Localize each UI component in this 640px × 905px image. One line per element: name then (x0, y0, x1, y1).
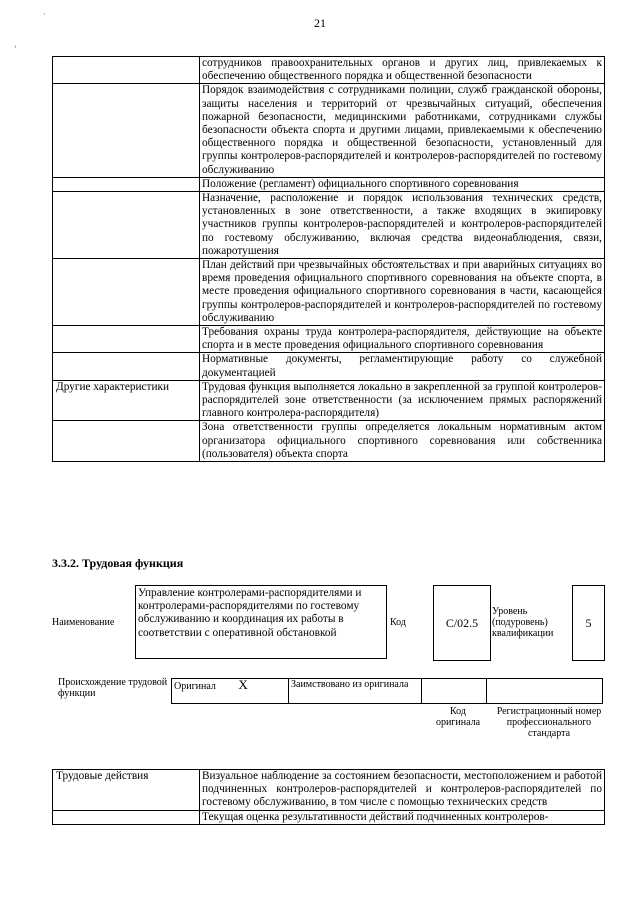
labor-actions-table-body (53, 770, 605, 825)
level-label: Уровень (подуровень) квалификации (492, 606, 554, 639)
origin-label: Происхождение трудовой функции (58, 677, 168, 699)
level-box (572, 585, 605, 661)
requirements-row-text: Назначение, расположение и порядок использования технических средств, установленных в зоне ответственности, а также входящих в экипировку участников группы контролеров-распорядителей и контролеров-распорядителей по гостевому обслуживанию, включая средства видеонаблюдения, связи, пожаротушения (200, 192, 605, 259)
requirements-row (53, 353, 605, 380)
origin-code-cell (422, 679, 487, 704)
requirements-row-label (53, 259, 200, 326)
labor-actions-row (53, 810, 605, 824)
labor-actions-label: Трудовые действия (53, 770, 200, 811)
labor-actions-label (53, 810, 200, 824)
requirements-row-label (53, 326, 200, 353)
requirements-row (53, 192, 605, 259)
origin-cell-original (172, 679, 289, 704)
requirements-row-text: Зона ответственности группы определяется локальным нормативным актом организатора официального спортивного соревнования или собственника (пользователя) объекта спорта (200, 421, 605, 462)
section-title: 3.3.2. Трудовая функция (52, 556, 184, 570)
requirements-row-label (53, 353, 200, 380)
labor-action-text: Текущая оценка результативности действий подчиненных контролеров- (200, 810, 605, 824)
requirements-row-text: Трудовая функция выполняется локально в закрепленной за группой контролеров-распорядителей зоне ответственности (за исключением прямых распоряжений главного контролера-распорядителя) (200, 380, 605, 421)
requirements-row-text: Нормативные документы, регламентирующие работу со служебной документацией (200, 353, 605, 380)
code-label: Код (390, 617, 406, 628)
scan-speck: · (43, 10, 46, 19)
requirements-row-label (53, 84, 200, 177)
function-code-value: C/02.5 (445, 615, 479, 630)
requirements-row (53, 326, 605, 353)
requirements-row (53, 259, 605, 326)
borrowed-label: Заимствовано из оригинала (291, 679, 409, 690)
labor-actions-table (52, 769, 605, 825)
origin-cell-borrowed (289, 679, 422, 704)
original-mark: X (238, 677, 248, 692)
reg-number-caption: Регистрационный номер профессионального стандарта (496, 706, 602, 739)
page-number: 21 (314, 16, 326, 30)
origin-reg-cell (487, 679, 603, 704)
requirements-row (53, 57, 605, 84)
requirements-row-text: Порядок взаимодействия с сотрудниками полиции, служб гражданской обороны, защиты населения и территорий от чрезвычайных ситуаций, обеспечения пожарной безопасности, медицинскими работниками, сотрудниками службы безопасности объекта спорта и другими лицами, привлекаемыми к обеспечению общественного порядка и общественной безопасности, установленный для группы контролеров-распорядителей и контролеров-распорядителей по гостевому обслуживанию (200, 84, 605, 177)
requirements-row (53, 84, 605, 177)
function-name-box: Управление контролерами-распорядителями и контролерами-распорядителями по гостевому обслуживанию и координация их работы в соответствии с оперативной обстановкой (135, 585, 387, 659)
function-code-box (433, 585, 491, 661)
level-value: 5 (585, 615, 592, 630)
name-label: Наименование (52, 617, 115, 628)
requirements-row (53, 380, 605, 421)
requirements-table-body (53, 57, 605, 462)
requirements-row-text: сотрудников правоохранительных органов и других лиц, привлекаемых к обеспечению общественного порядка и общественной безопасности (200, 57, 605, 84)
requirements-row-label: Другие характеристики (53, 380, 200, 421)
requirements-table (52, 56, 605, 462)
requirements-row-label (53, 421, 200, 462)
requirements-row-text: Положение (регламент) официального спортивного соревнования (200, 177, 605, 191)
requirements-row-label (53, 57, 200, 84)
requirements-row-label (53, 177, 200, 191)
original-label: Оригинал (174, 681, 216, 692)
requirements-row (53, 421, 605, 462)
labor-actions-row (53, 770, 605, 811)
code-original-caption: Код оригинала (435, 706, 481, 728)
requirements-row-label (53, 192, 200, 259)
origin-table (171, 678, 603, 704)
requirements-row (53, 177, 605, 191)
requirements-row-text: Требования охраны труда контролера-распорядителя, действующие на объекте спорта и в месте проведения официального спортивного соревнования (200, 326, 605, 353)
scan-speck: ‘ (14, 44, 17, 53)
requirements-row-text: План действий при чрезвычайных обстоятельствах и при аварийных ситуациях во время проведения официального спортивного соревнования на объекте спорта, в месте проведения официального спортивного соревнования в части, касающейся группы контролеров-распорядителей и контролеров-распорядителей по гостевому обслуживанию (200, 259, 605, 326)
labor-action-text: Визуальное наблюдение за состоянием безопасности, местоположением и работой подчиненных контролеров-распорядителей и контролеров-распорядителей по гостевому обслуживанию, в том числе с помощью технических средств (200, 770, 605, 811)
